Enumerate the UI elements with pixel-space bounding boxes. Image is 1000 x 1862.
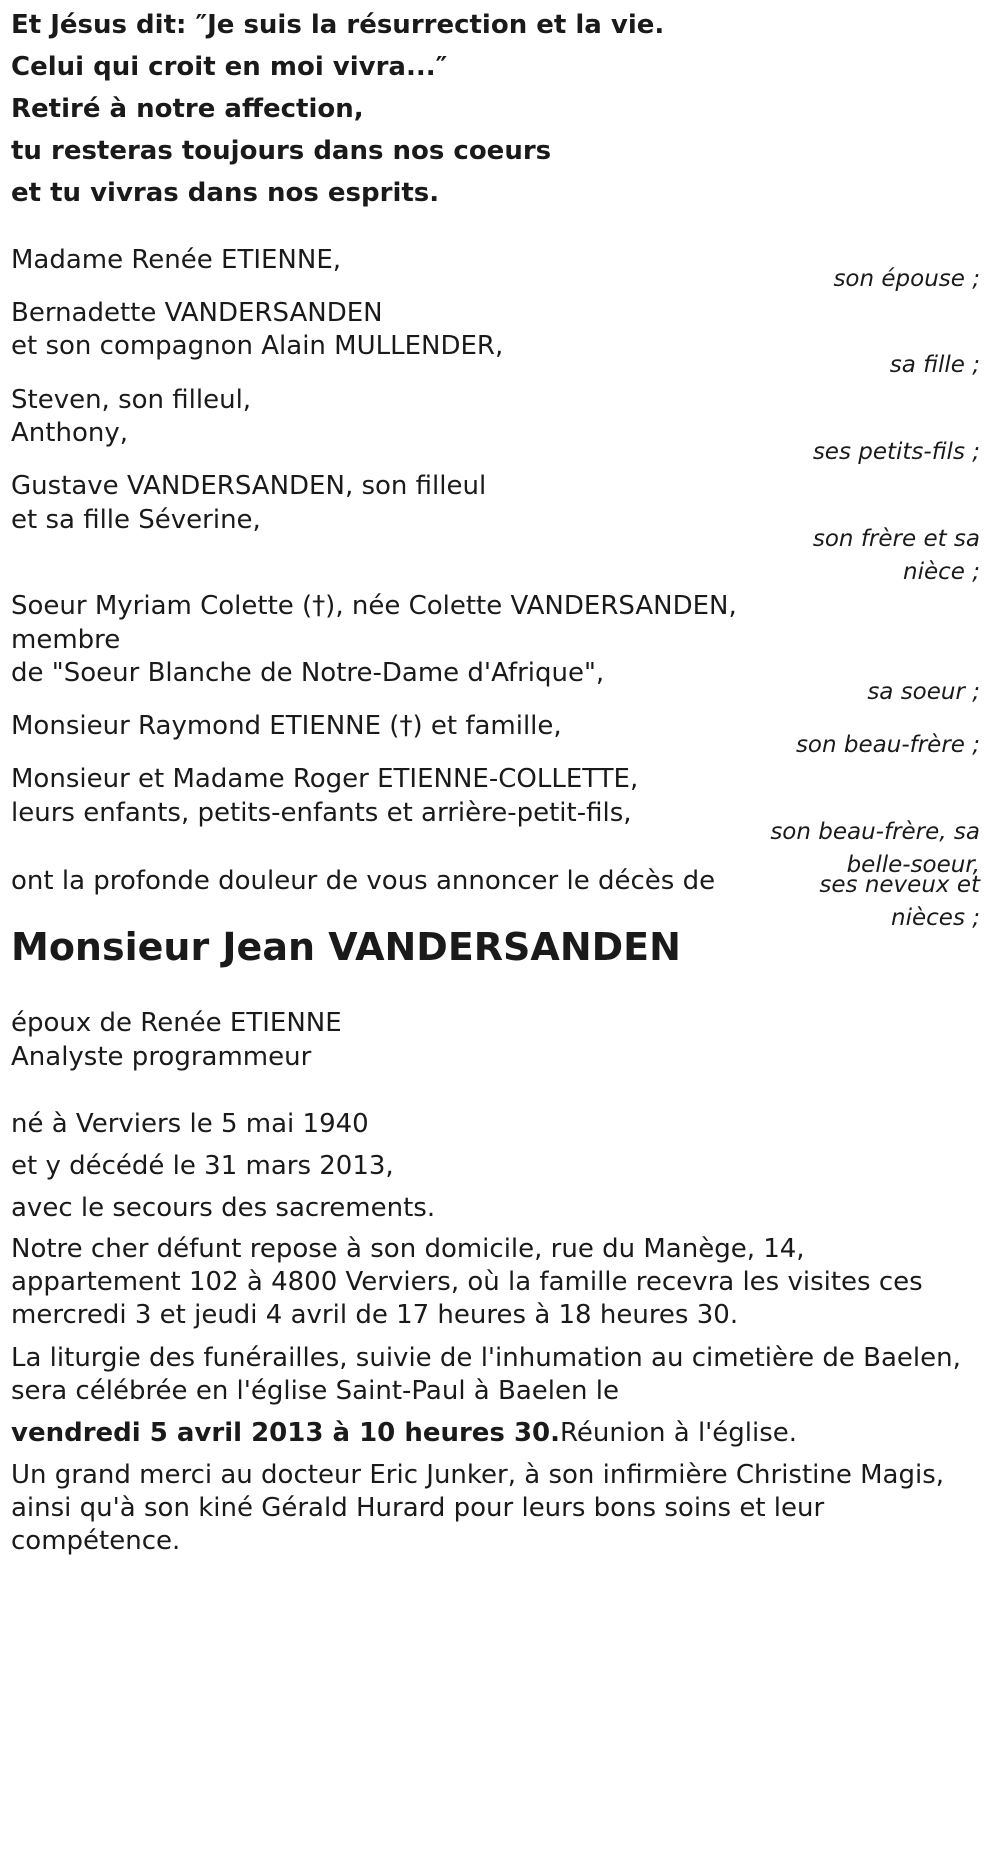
family-member-line: Bernadette VANDERSANDEN — [11, 298, 383, 328]
family-relation: nièce ; — [903, 559, 980, 585]
quote-line: tu resteras toujours dans nos coeurs — [11, 136, 552, 166]
quote-line: Celui qui croit en moi vivra...″ — [11, 52, 448, 82]
family-relation: ses neveux et — [819, 872, 980, 898]
deceased-name: Monsieur Jean VANDERSANDEN — [11, 925, 681, 969]
family-member-line: Anthony, — [11, 418, 128, 448]
announcement: ont la profonde douleur de vous annoncer le décès de — [11, 866, 716, 896]
birth-info: né à Verviers le 5 mai 1940 — [11, 1109, 369, 1139]
family-member-line: Gustave VANDERSANDEN, son filleul — [11, 471, 487, 501]
family-member-line: Monsieur et Madame Roger ETIENNE-COLLETTE, — [11, 764, 639, 794]
thanks-line: ainsi qu'à son kiné Gérald Hurard pour leurs bons soins et leur — [11, 1493, 825, 1523]
family-member-line: de "Soeur Blanche de Notre-Dame d'Afrique", — [11, 658, 605, 688]
family-member-line: membre — [11, 625, 121, 655]
deceased-profession: Analyste programmeur — [11, 1042, 312, 1072]
deceased-spouse: époux de Renée ETIENNE — [11, 1008, 342, 1038]
visitation-line: mercredi 3 et jeudi 4 avril de 17 heures à 18 heures 30. — [11, 1300, 739, 1330]
thanks-line: Un grand merci au docteur Eric Junker, à son infirmière Christine Magis, — [11, 1460, 945, 1490]
funeral-date-line — [11, 1413, 797, 1453]
family-relation: sa fille ; — [889, 352, 980, 378]
liturgy-line: sera célébrée en l'église Saint-Paul à Baelen le — [11, 1376, 619, 1406]
family-member-line: Monsieur Raymond ETIENNE (†) et famille, — [11, 711, 562, 741]
death-info: et y décédé le 31 mars 2013, — [11, 1151, 394, 1181]
family-member-line: et sa fille Séverine, — [11, 505, 261, 535]
family-relation: nièces ; — [891, 905, 980, 931]
family-member-line: Steven, son filleul, — [11, 385, 252, 415]
sacraments-info: avec le secours des sacrements. — [11, 1193, 436, 1223]
family-relation: son frère et sa — [812, 526, 980, 552]
family-member-line: leurs enfants, petits-enfants et arrière-petit-fils, — [11, 798, 632, 828]
meeting-place: Réunion à l'église. — [560, 1418, 798, 1448]
family-relation: ses petits-fils ; — [812, 439, 980, 465]
family-relation: son beau-frère ; — [795, 732, 980, 758]
family-member-line: Soeur Myriam Colette (†), née Colette VANDERSANDEN, — [11, 591, 737, 621]
family-member-line: Madame Renée ETIENNE, — [11, 245, 342, 275]
visitation-line: appartement 102 à 4800 Verviers, où la famille recevra les visites ces — [11, 1267, 923, 1297]
quote-line: Retiré à notre affection, — [11, 94, 364, 124]
family-relation: sa soeur ; — [867, 679, 980, 705]
family-relation: belle-soeur, — [846, 852, 980, 878]
visitation-line: Notre cher défunt repose à son domicile, rue du Manège, 14, — [11, 1234, 805, 1264]
family-relation: son beau-frère, sa — [770, 819, 980, 845]
thanks-line: compétence. — [11, 1526, 181, 1556]
quote-line: et tu vivras dans nos esprits. — [11, 178, 440, 208]
funeral-date: vendredi 5 avril 2013 à 10 heures 30. — [11, 1418, 561, 1448]
family-relation: son épouse ; — [833, 266, 980, 292]
family-member-line: et son compagnon Alain MULLENDER, — [11, 331, 504, 361]
liturgy-line: La liturgie des funérailles, suivie de l'inhumation au cimetière de Baelen, — [11, 1343, 961, 1373]
quote-line: Et Jésus dit: ″Je suis la résurrection et la vie. — [11, 10, 665, 40]
